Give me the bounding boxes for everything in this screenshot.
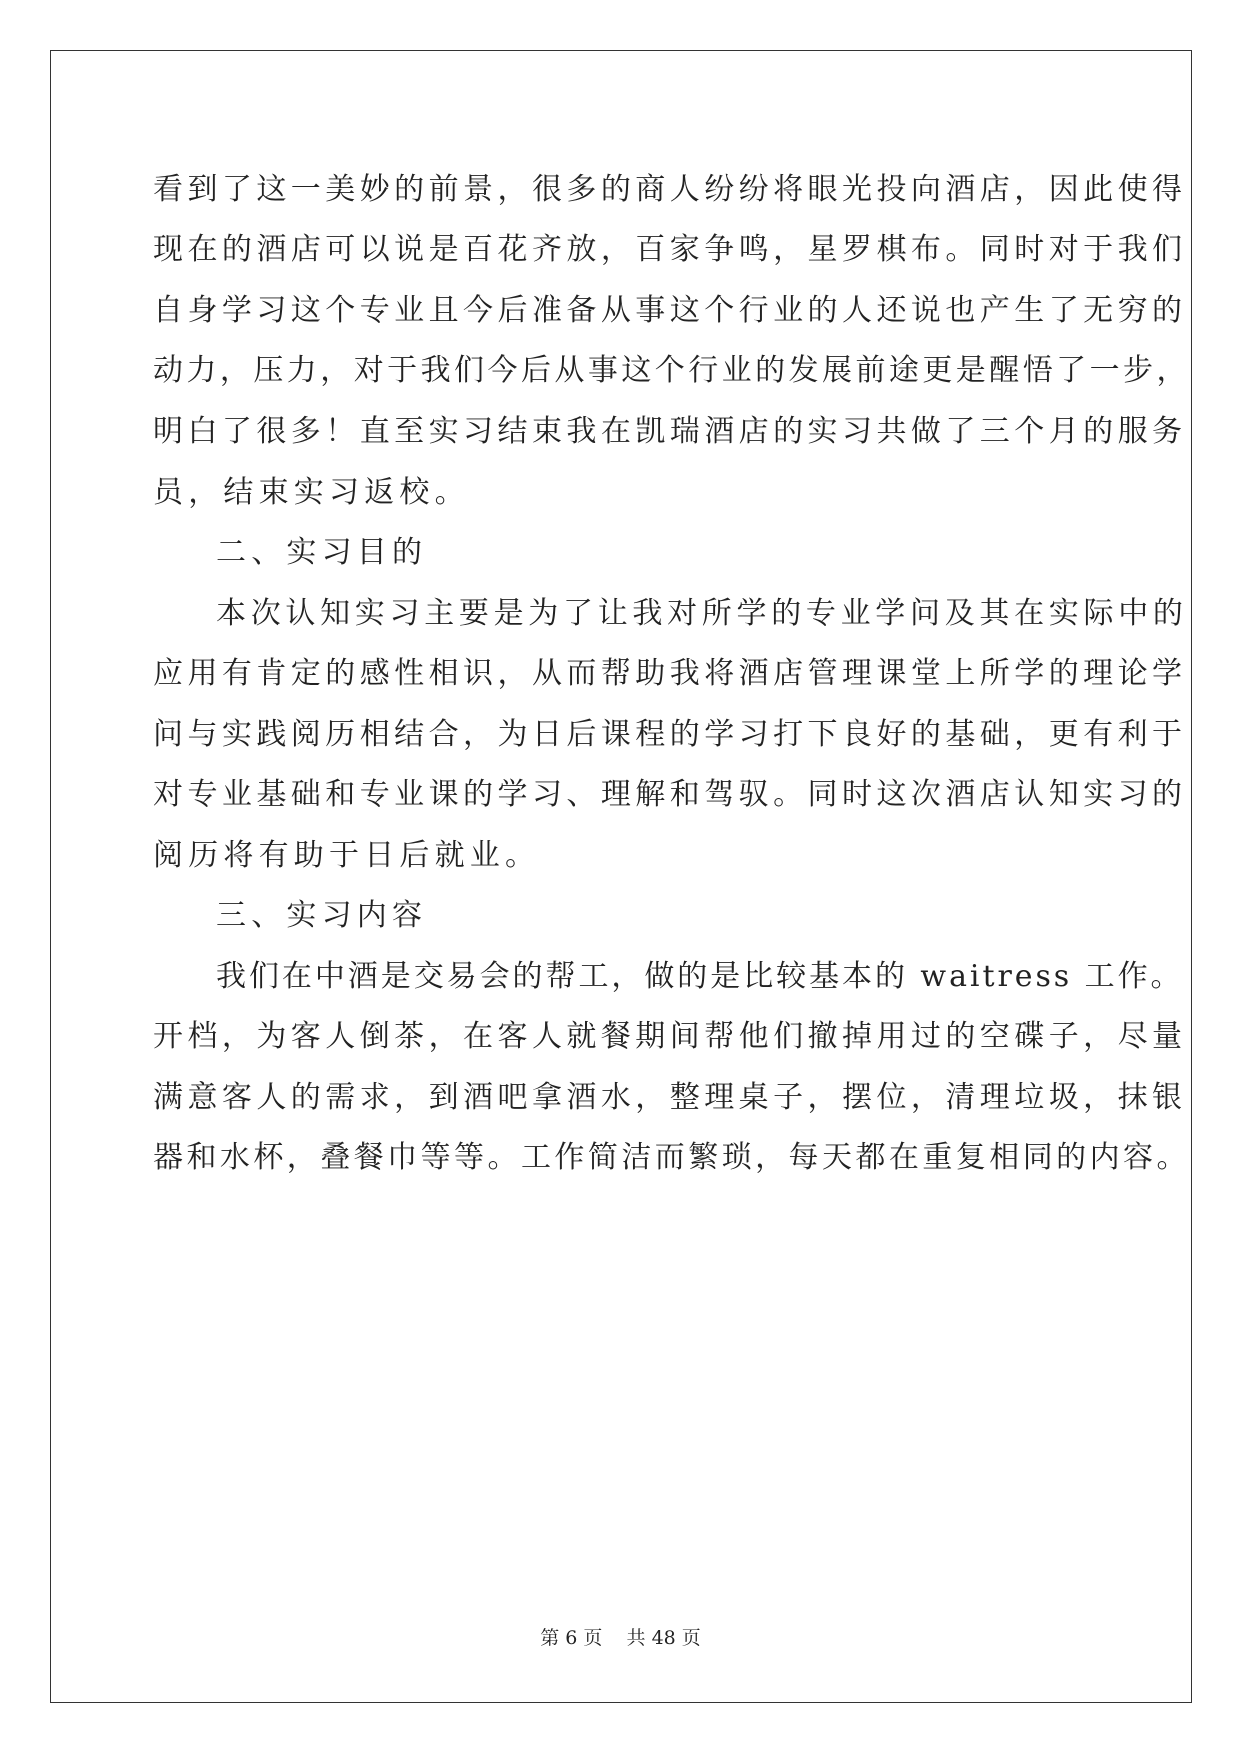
page-footer — [0, 1626, 1241, 1650]
paragraph-line: 自身学习这个专业且今后准备从事这个行业的人还说也产生了无穷的 — [153, 293, 1187, 328]
page-number: 第 6 页 — [540, 1627, 603, 1649]
paragraph-line: 对专业基础和专业课的学习、理解和驾驭。同时这次酒店认知实习的 — [153, 777, 1187, 812]
paragraph-line: 阅历将有助于日后就业。 — [153, 838, 541, 873]
paragraph-line: 动力，压力，对于我们今后从事这个行业的发展前途更是醒悟了一步， — [153, 353, 1190, 388]
paragraph-line: 器和水杯，叠餐巾等等。工作简洁而繁琐，每天都在重复相同的内容。 — [153, 1140, 1190, 1175]
section-heading: 二、实习目的 — [216, 535, 428, 570]
page-total: 共 48 页 — [626, 1627, 701, 1649]
paragraph-line: 现在的酒店可以说是百花齐放，百家争鸣，星罗棋布。同时对于我们 — [153, 232, 1187, 267]
paragraph-line: 应用有肯定的感性相识，从而帮助我将酒店管理课堂上所学的理论学 — [153, 656, 1187, 691]
paragraph-line: 开档，为客人倒茶，在客人就餐期间帮他们撤掉用过的空碟子，尽量 — [153, 1019, 1187, 1054]
paragraph-line: 满意客人的需求，到酒吧拿酒水，整理桌子，摆位，清理垃圾，抹银 — [153, 1080, 1187, 1115]
paragraph-line: 明白了很多！直至实习结束我在凯瑞酒店的实习共做了三个月的服务 — [153, 414, 1187, 449]
paragraph-line: 看到了这一美妙的前景，很多的商人纷纷将眼光投向酒店，因此使得 — [153, 172, 1187, 207]
paragraph-line: 问与实践阅历相结合，为日后课程的学习打下良好的基础，更有利于 — [153, 717, 1187, 752]
paragraph-line: 我们在中酒是交易会的帮工，做的是比较基本的 waitress 工作。 — [216, 959, 1184, 994]
section-heading: 三、实习内容 — [216, 898, 428, 933]
paragraph-line: 员，结束实习返校。 — [153, 475, 470, 510]
paragraph-line: 本次认知实习主要是为了让我对所学的专业学问及其在实际中的 — [216, 596, 1188, 631]
